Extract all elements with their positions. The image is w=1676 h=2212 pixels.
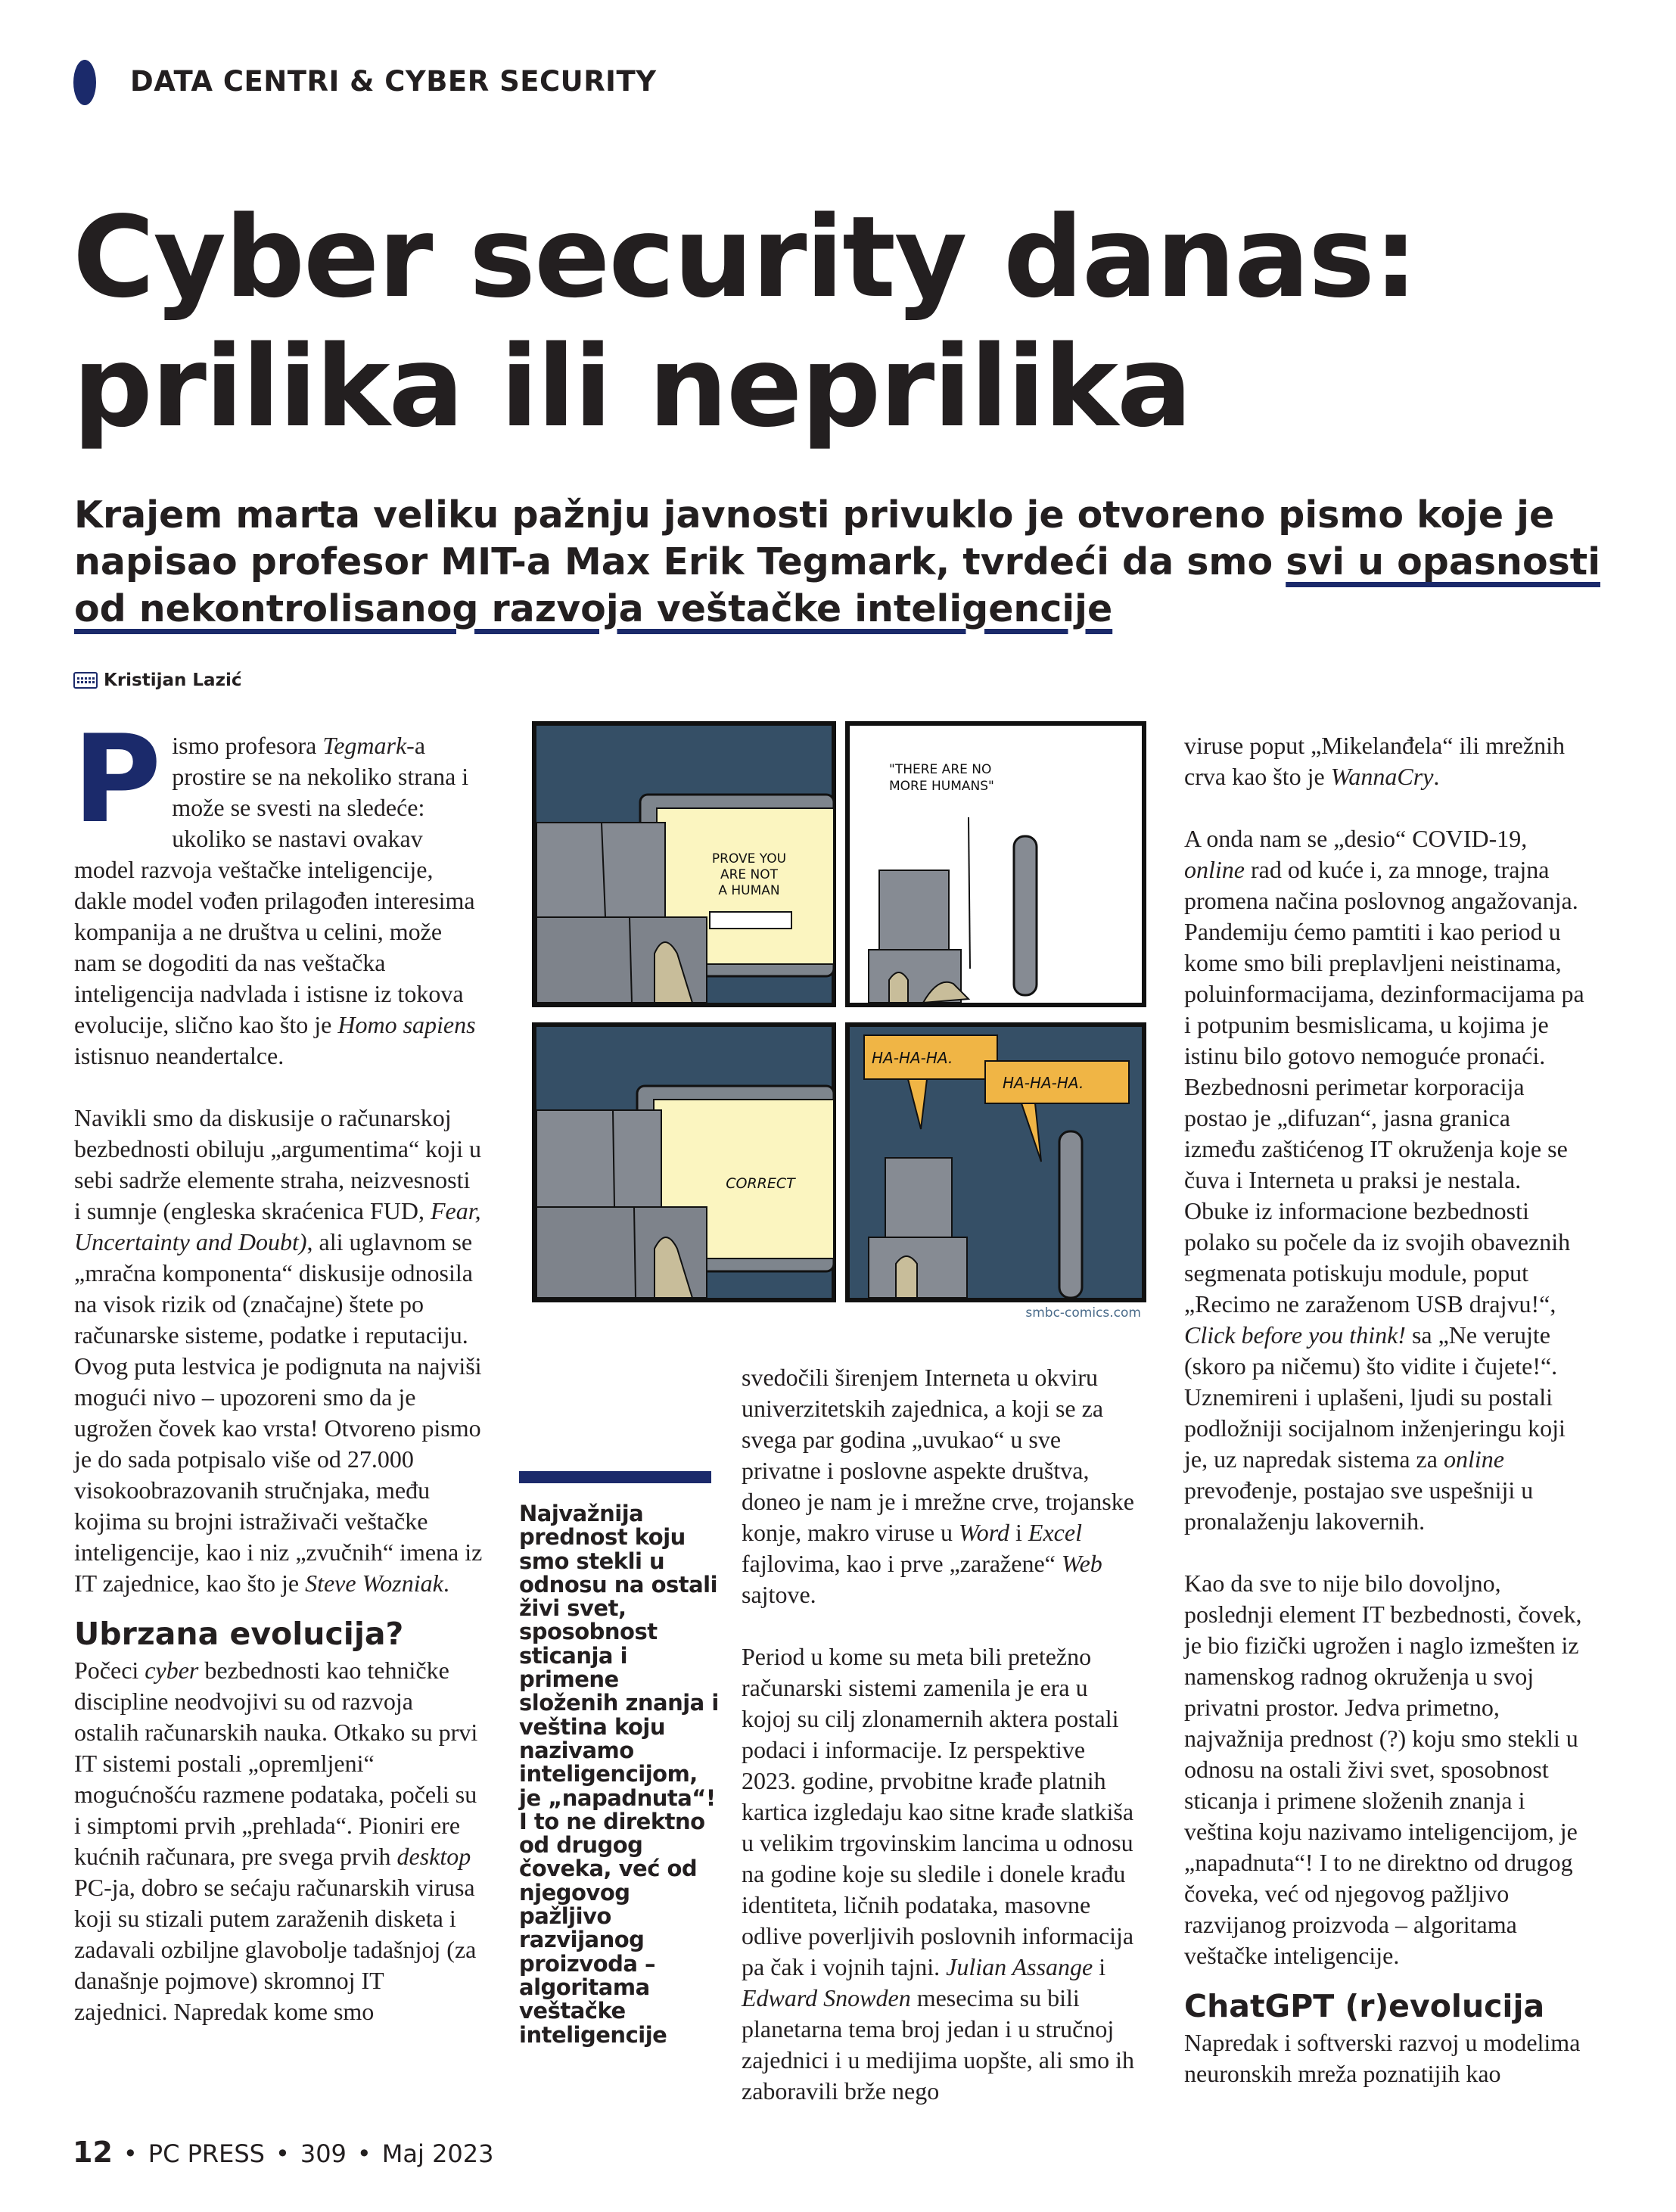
- separator: •: [356, 2139, 372, 2168]
- byline: [73, 670, 241, 690]
- comic-credit: smbc-comics.com: [1025, 1305, 1141, 1321]
- lead-underlined-text: svi u opasnosti od nekontrolisanog razvoja veštačke inteligencije: [74, 540, 1600, 630]
- issue-date: Maj 2023: [381, 2139, 494, 2168]
- comic-panel-1: [534, 723, 834, 1005]
- paragraph: Napredak i softverski razvoj u modelima neuronskih mreža poznatijih kao: [1184, 2029, 1581, 2087]
- comic-text: ARE NOT: [720, 867, 779, 882]
- section-heading: Ubrzana evolucija?: [74, 1616, 404, 1652]
- paragraph: svedočili širenjem Interneta u okviru univerzitetskih zajednica, a koji se za svega par godina „uvukao“ u sve privatne i poslovne aspekte društva, doneo je nam je i mrežne crve, trojanske konje, makro viruse u Word i Excel fajlovima, kao i prve „zaražene“ Web sajtove.: [742, 1364, 1134, 1608]
- separator: •: [123, 2139, 138, 2168]
- comic-panel-2: [847, 723, 1144, 1005]
- comic-text: A HUMAN: [718, 883, 780, 898]
- drop-cap: P: [73, 708, 162, 850]
- author-name: Kristijan Lazić: [104, 670, 242, 690]
- magazine-name: PC PRESS: [148, 2139, 265, 2168]
- article-title: [73, 193, 1416, 452]
- paragraph: Period u kome su meta bili pretežno računarski sistemi zamenila je era u kojoj su cilj zlonamernih aktera postali podaci i informacije. Iz perspektive 2023. godine, prvobitne krađe platnih kartica izgledaju kao sitne krađe slatkiša u velikim trgovinskim lancima u odnosu na godine koje su sledile i donele krađu identiteta, ličnih podataka, masovne odlive poverljivih poslovnih informacija pa čak i vojnih tajni. Julian Assange i Edward Snowden mesecima su bili planetarna tema broj jedan i u stručnoj zajednici i u medijima uopšte, ali smo ih zaboravili brže nego: [742, 1643, 1134, 2105]
- paragraph: Počeci cyber bezbednosti kao tehničke discipline neodvojivi su od razvoja ostalih računarskih nauka. Otkako su prvi IT sistemi postali „opremljeni“ mogućnošću razmene podataka, počeli su i simptomi prvih „prehlada“. Pioniri ere kućnih računara, pre svega prvih desktop PC-ja, dobro se sećaju računarskih virusa koji su stizali putem zaraženih disketa i zadavali ozbiljne glavobolje tadašnjoj (za današnje pojmove) skromnoj IT zajednici. Napredak kome smo: [74, 1657, 478, 2025]
- lead-text: Krajem marta veliku pažnju javnosti privuklo je otvoreno pismo koje je napisao profesor MIT-a Max Erik Tegmark, tvrdeći da smo: [74, 493, 1555, 583]
- paragraph: Navikli smo da diskusije o računarskoj bezbednosti obiluju „argumentima“ koji u sebi sadrže elemente straha, neizvesnosti i sumnje (engleska skraćenica FUD, Fear, Uncertainty and Doubt), ali uglavnom se „mračna komponenta“ diskusije odnosila na visok rizik od (značajne) štete po računarske sisteme, podatke i reputaciju. Ovog puta lestvica je podignuta na najviši mogući nivo – upozoreni smo da je ugrožen čovek kao vrsta! Otvoreno pismo je do sada potpisalo više od 27.000 visokoobrazovanih stručnjaka, među kojima su brojni istraživači veštačke inteligencije, kao i niz „zvučnih“ imena iz IT zajednice, kao što je Steve Wozniak.: [74, 1104, 483, 1597]
- comic-strip: [530, 719, 1180, 1324]
- title-line-2: prilika ili neprilika: [73, 322, 1191, 452]
- comic-text: "THERE ARE NO: [889, 762, 992, 777]
- column-4: [1184, 730, 1585, 2089]
- page-number: 12: [73, 2136, 113, 2169]
- comic-panel-3: [534, 1025, 834, 1300]
- issue-number: 309: [300, 2139, 347, 2168]
- comic-text: HA-HA-HA.: [1003, 1074, 1084, 1092]
- keyboard-icon: [73, 672, 98, 689]
- comic-text: PROVE YOU: [711, 851, 787, 866]
- paragraph: A onda nam se „desio“ COVID-19, online rad od kuće i, za mnoge, trajna promena načina poslovnog angažovanja. Pandemiju ćemo pamtiti i kao period u kome smo bili preplavljeni neistinama, poluinformacijama, dezinformacijama pa i potpunim besmislicama, u kojima je istinu bilo gotovo nemoguće pronaći. Bezbednosni perimetar korporacija postao je „difuzan“, jasna granica između zaštićenog IT okruženja koje se čuva i Interneta u praksi je nestala. Obuke iz informacione bezbednosti polako su počele da iz svojih obaveznih segmenata potiskuju module, poput „Recimo ne zaraženom USB drajvu!“, Click before you think! sa „Ne verujte (skoro pa ničemu) što vidite i čujete!“. Uznemireni i uplašeni, ljudi su postali podložniji socijalnom inženjeringu koji je, uz napredak sistema za online prevođenje, postajao sve uspešniji u pronalaženju lakovernih.: [1184, 825, 1584, 1535]
- pull-quote: Najvažnija prednost koju smo stekli u odnosu na ostali živi svet, sposobnost sticanja i primene složenih znanja i veština koju nazivamo inteligencijom, je „napadnuta“! I to ne direktno od drugog čoveka, već od njegovog pažljivo razvijanog proizvoda – algoritama veštačke inteligencije: [519, 1501, 719, 2048]
- comic-text: CORRECT: [726, 1175, 795, 1192]
- separator: •: [275, 2139, 290, 2168]
- column-3: [742, 1362, 1135, 2107]
- article-lead: [74, 492, 1618, 633]
- section-label: DATA CENTRI & CYBER SECURITY: [130, 65, 657, 98]
- paragraph: Kao da sve to nije bilo dovoljno, poslednji element IT bezbednosti, čovek, je bio fizički ugrožen i naglo izmešten iz namenskog radnog okruženja u svoj privatni prostor. Jedva primetno, najvažnija prednost (?) koju smo stekli u odnosu na ostali živi svet, sposobnost sticanja i primene složenih znanja i veština koju nazivamo inteligencijom, je „napadnuta“! I to ne direktno od drugog čoveka, već od njegovog pažljivo razvijanog proizvoda – algoritama veštačke inteligencije.: [1184, 1570, 1582, 1969]
- comic-panel-4: [847, 1025, 1144, 1300]
- title-line-1: Cyber security danas:: [73, 192, 1417, 322]
- paragraph: viruse poput „Mikelanđela“ ili mrežnih crva kao što je WannaCry.: [1184, 732, 1565, 790]
- column-1: [73, 708, 483, 2027]
- pull-quote-bar: [519, 1471, 711, 1483]
- paragraph: Pismo profesora Tegmark-a prostire se na nekoliko strana i može se svesti na sledeće: ukoliko se nastavi ovakav model razvoja veštačke inteligencije, dakle model vođen prilagođen interesima kompanija a ne društva u celini, može nam se dogoditi da nas veštačka inteligencija nadvlada i istisne iz tokova evolucije, slično kao što je Homo sapiens istisnuo neandertalce.: [73, 708, 476, 1069]
- comic-text: MORE HUMANS": [889, 779, 994, 794]
- comic-text: HA-HA-HA.: [872, 1049, 953, 1067]
- section-heading: ChatGPT (r)evolucija: [1184, 1988, 1545, 2024]
- page-footer: [73, 2136, 494, 2169]
- section-dot-icon: [73, 60, 96, 105]
